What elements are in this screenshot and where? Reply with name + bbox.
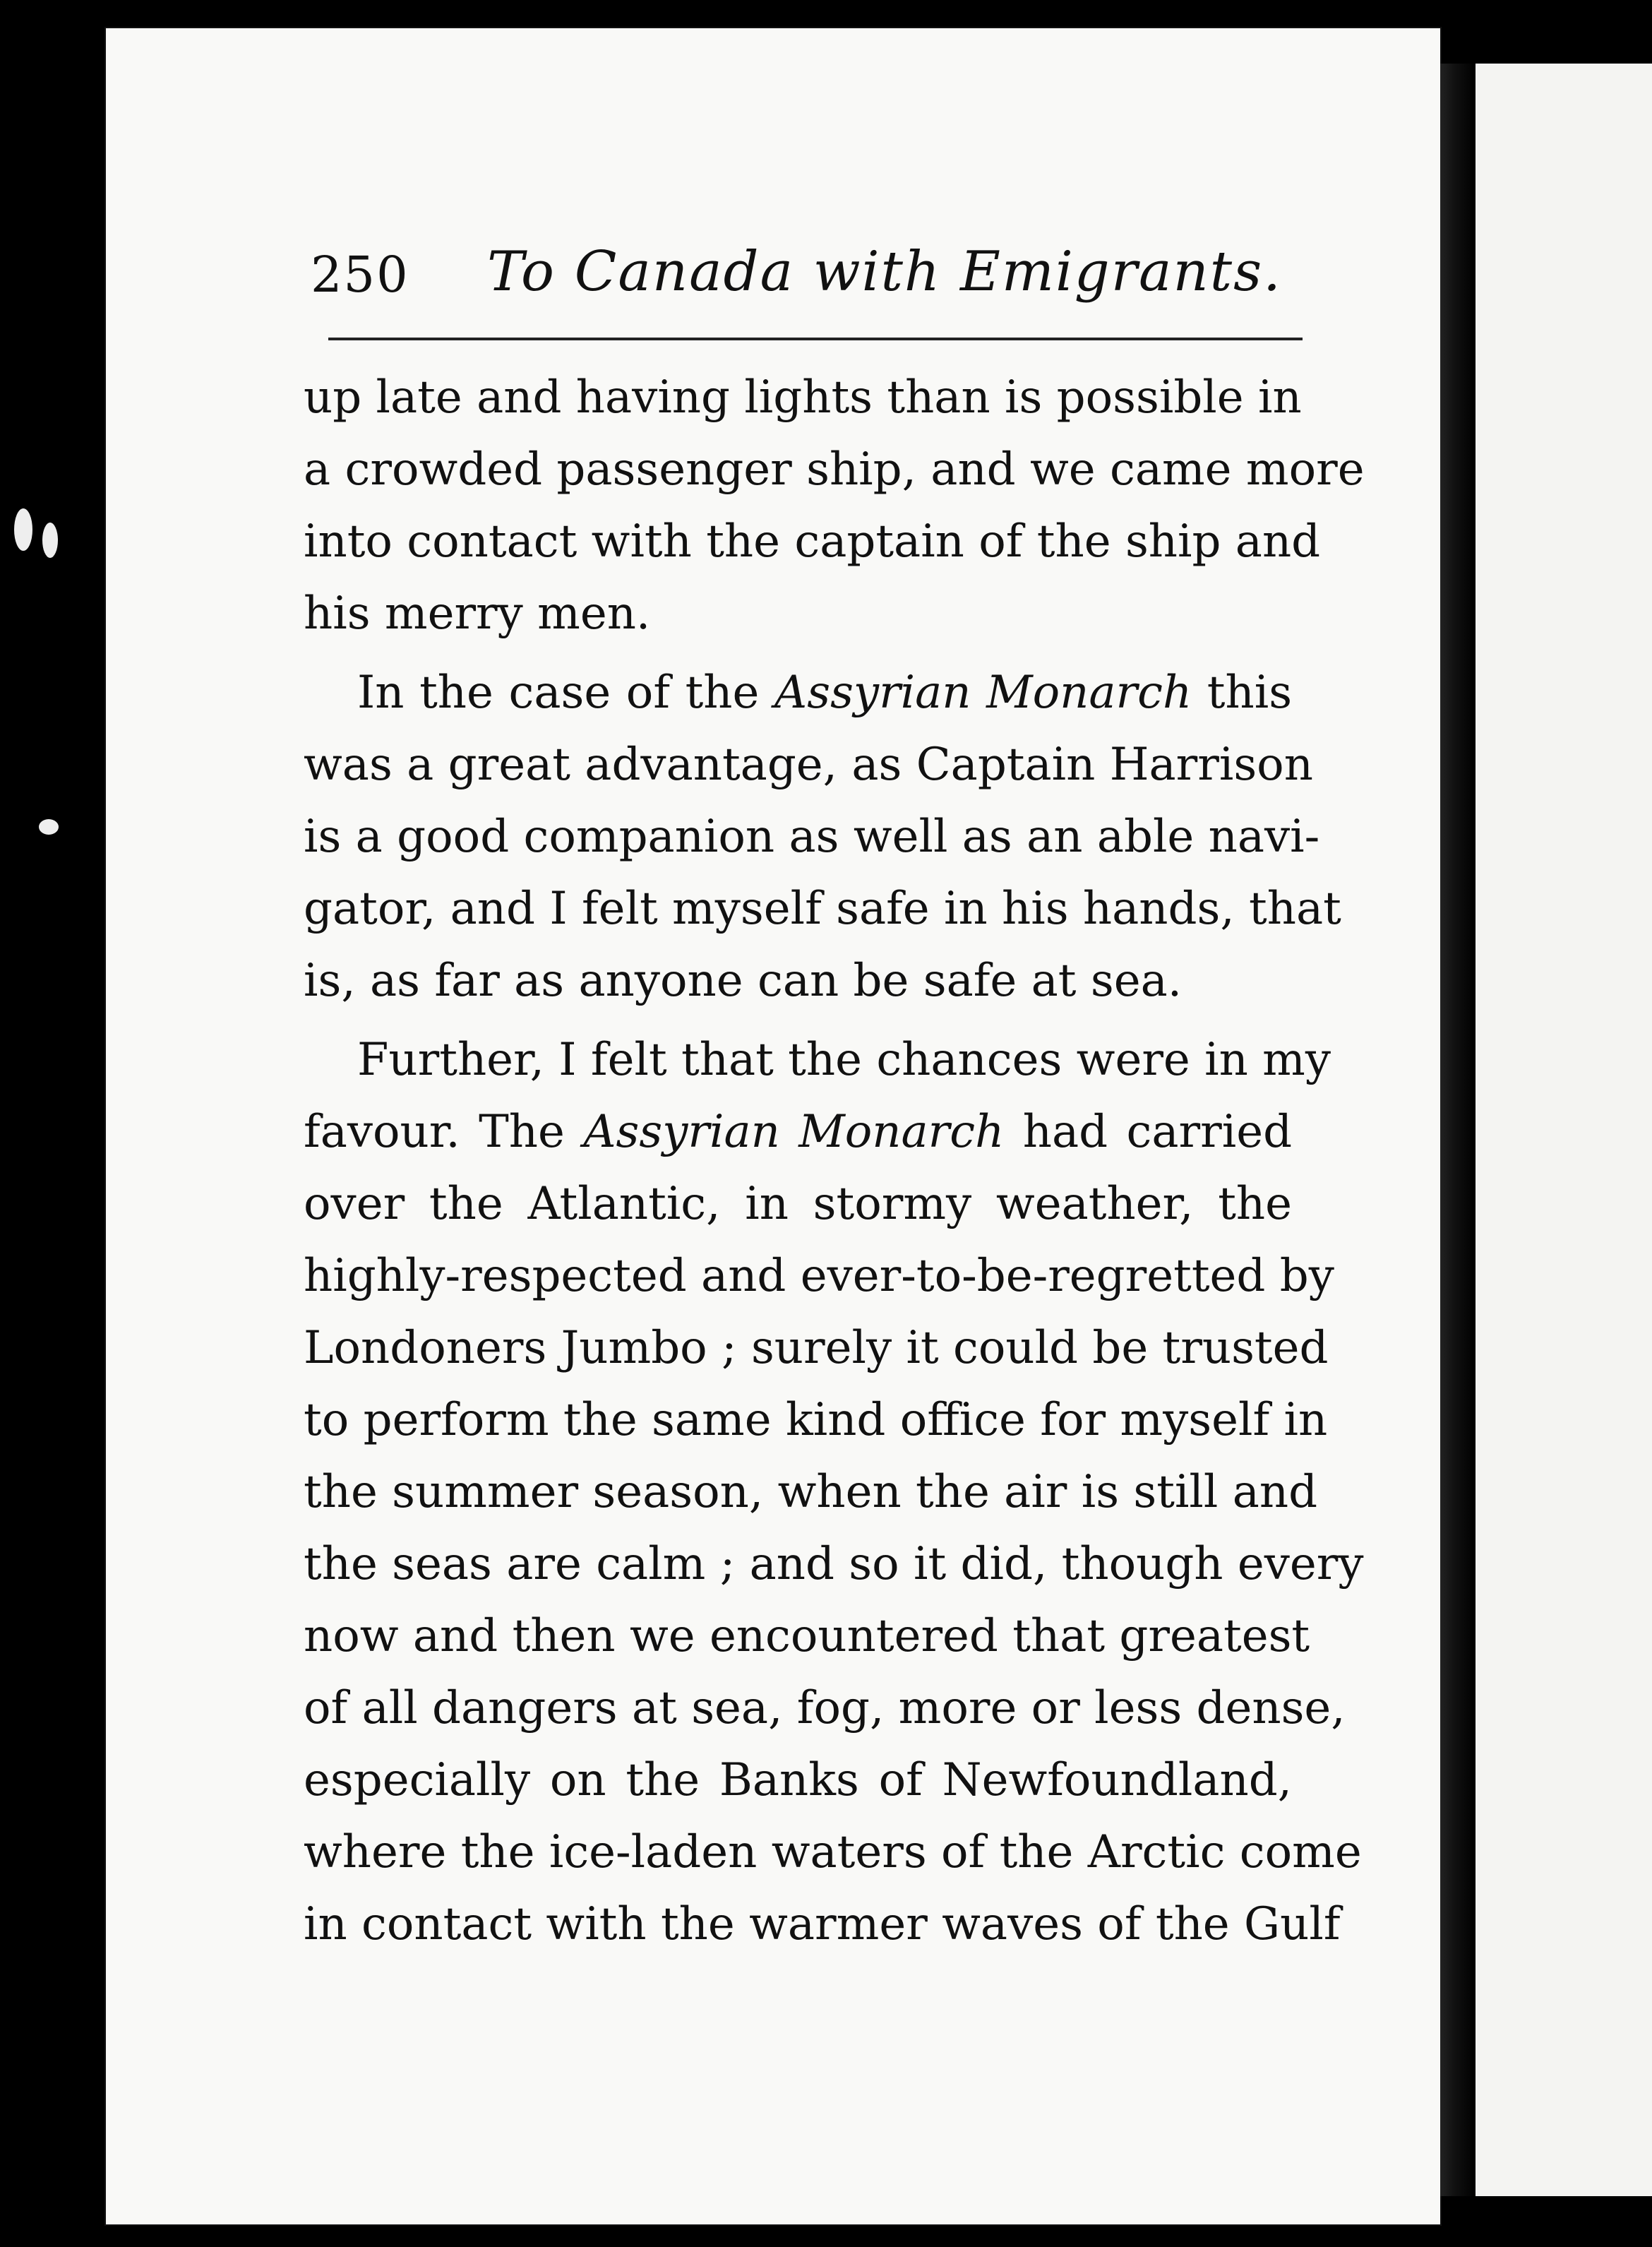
ship-name: Assyrian Monarch (583, 1106, 1005, 1158)
text-line: into contact with the captain of the ship and (304, 515, 1321, 568)
text-line: a crowded passenger ship, and we came more (304, 443, 1365, 496)
margin-speck (42, 523, 58, 558)
page-number: 250 (311, 246, 409, 304)
text-line: his merry men. (304, 588, 651, 640)
text-fragment: favour. The (304, 1106, 565, 1158)
text-line: of all dangers at sea, fog, more or less dense, (304, 1682, 1346, 1734)
ship-name: Assyrian Monarch (774, 667, 1192, 719)
margin-speck (14, 508, 32, 551)
text-line: in contact with the warmer waves of the Gulf (304, 1898, 1341, 1950)
text-fragment: this (1207, 667, 1293, 719)
text-line: now and then we encountered that greatest (304, 1610, 1310, 1662)
text-line: highly-respected and ever-to-be-regretted by (304, 1250, 1334, 1302)
text-fragment: had carried (1022, 1106, 1293, 1158)
text-line: Further, I felt that the chances were in my (357, 1034, 1331, 1086)
book-spine (1440, 64, 1476, 2196)
page-header (311, 240, 1299, 318)
margin-speck (39, 819, 59, 835)
text-line (304, 657, 1292, 729)
text-line: to perform the same kind office for myself in (304, 1394, 1328, 1446)
text-line: Londoners Jumbo ; surely it could be trusted (304, 1322, 1329, 1374)
header-rule (328, 338, 1303, 340)
text-line: especially on the Banks of Newfoundland, (304, 1754, 1292, 1806)
text-line: the seas are calm ; and so it did, though every (304, 1538, 1364, 1590)
text-line: over the Atlantic, in stormy weather, the (304, 1178, 1292, 1230)
text-line: was a great advantage, as Captain Harrison (304, 739, 1313, 791)
text-line: the summer season, when the air is still and (304, 1466, 1318, 1518)
text-fragment: In the case of the (357, 667, 760, 719)
text-line (304, 1096, 1292, 1168)
facing-page-edge (1476, 64, 1652, 2196)
text-line: up late and having lights than is possible in (304, 371, 1302, 424)
text-line: is, as far as anyone can be safe at sea. (304, 955, 1183, 1007)
body-text (304, 362, 1365, 1960)
running-title: To Canada with Emigrants. (487, 240, 1282, 304)
text-line: where the ice-laden waters of the Arctic come (304, 1826, 1362, 1878)
text-line: gator, and I felt myself safe in his hands, that (304, 883, 1341, 935)
text-line: is a good companion as well as an able navi- (304, 811, 1320, 863)
